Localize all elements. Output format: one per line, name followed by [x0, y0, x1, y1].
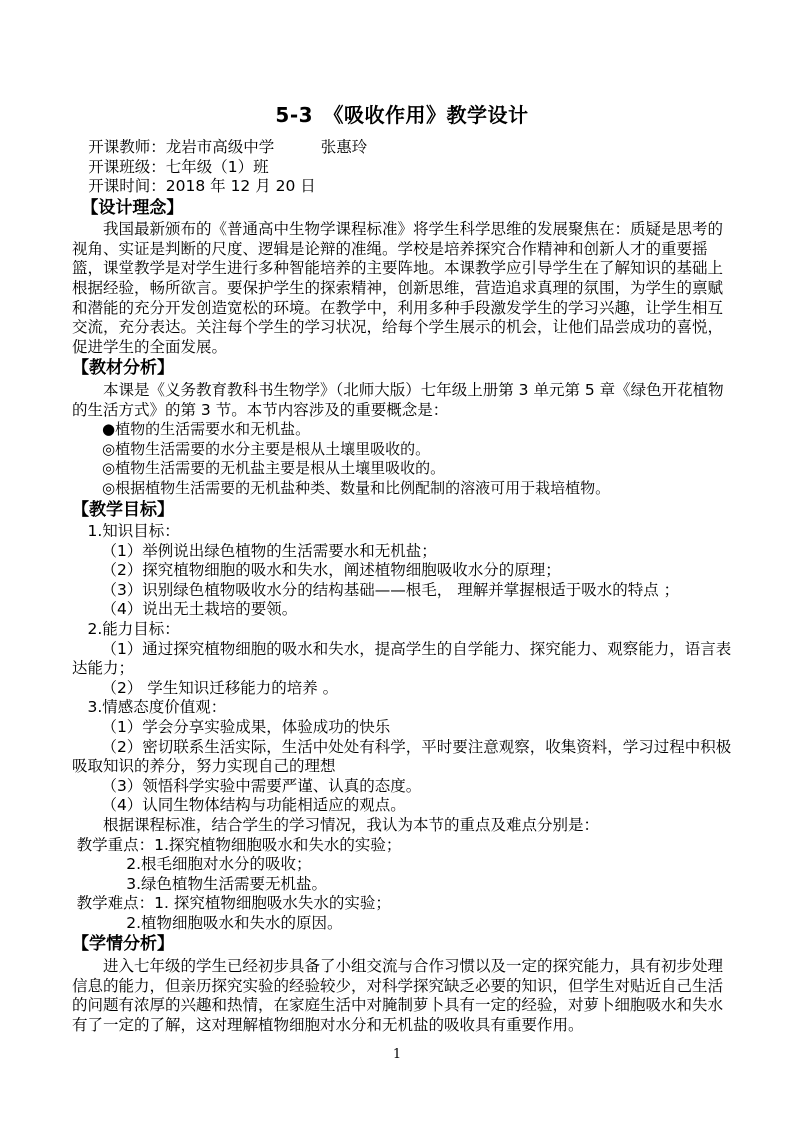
text-line: 1.知识目标：: [87, 522, 180, 540]
document-content: [72, 102, 732, 1035]
concept-bullet: ◎植物生活需要的水分主要是根从土壤里吸收的。: [102, 439, 431, 458]
text-line: （3）识别绿色植物吸收水分的结构基础——根毛， 理解并掌握根适于吸水的特点 ；: [101, 580, 680, 599]
text-line: （3）领悟科学实验中需要严谨、认真的态度。: [101, 776, 422, 795]
section-heading: 【教学目标】: [72, 499, 174, 520]
text-line: （1）通过探究植物细胞的吸水和失水，提高学生的自学能力、探究能力、观察能力，语言表达能力；: [72, 639, 732, 678]
document-title: 5-3 《吸收作用》教学设计: [275, 103, 529, 127]
concept-bullet: ◎根据植物生活需要的无机盐种类、数量和比例配制的溶液可用于栽培植物。: [102, 478, 611, 497]
text-line: 2.根毛细胞对水分的吸收；: [126, 855, 312, 874]
text-line: （4）认同生物体结构与功能相适应的观点。: [101, 796, 406, 815]
text-line: 3.情感态度价值观：: [87, 698, 227, 717]
text-line: 教学难点：1. 探究植物细胞吸水失水的实验；: [76, 894, 391, 913]
meta-line: 开课时间：2018 年 12 月 20 日: [88, 177, 316, 196]
meta-line: 开课教师：龙岩市高级中学 张惠玲: [88, 138, 368, 156]
text-line: 根据课程标准，结合学生的学习情况，我认为本节的重点及难点分别是：: [103, 815, 600, 834]
section-heading: 【设计理念】: [81, 197, 184, 218]
text-line: （2）密切联系生活实际，生活中处处有科学，平时要注意观察，收集资料，学习过程中积极吸取知识的养分，努力实现自己的理想: [72, 737, 732, 776]
text-line: （2）探究植物细胞的吸水和失水，阐述植物细胞吸收水分的原理；: [101, 561, 561, 580]
concept-bullet: ◎植物生活需要的无机盐主要是根从土壤里吸收的。: [102, 459, 446, 478]
concept-bullet: ●植物的生活需要水和无机盐。: [102, 420, 311, 439]
text-line: （1）学会分享实验成果，体验成功的快乐: [101, 717, 391, 736]
section-heading: 【学情分析】: [72, 934, 174, 955]
document-body: [72, 138, 732, 1035]
text-line: 3.绿色植物生活需要无机盐。: [126, 874, 328, 893]
page-number: 1: [392, 1047, 402, 1062]
text-line: （2） 学生知识迁移能力的培养 。: [101, 678, 339, 697]
text-line: 本课是《义务教育教科书生物学》（北师大版）七年级上册第 3 单元第 5 章《绿色开花植物的生活方式》的第 3 节。本节内容涉及的重要概念是：: [72, 380, 724, 419]
text-line: 2.能力目标：: [87, 619, 180, 638]
text-line: （1）举例说出绿色植物的生活需要水和无机盐；: [101, 541, 437, 560]
text-line: 2.植物细胞吸水和失水的原因。: [126, 913, 343, 932]
text-line: 教学重点：1.探究植物细胞吸水和失水的实验；: [76, 835, 402, 854]
section-heading: 【教材分析】: [72, 358, 174, 379]
text-line: 我国最新颁布的《普通高中生物学课程标准》将学生科学思维的发展聚焦在：质疑是思考的视角、实证是判断的尺度、逻辑是论辩的准绳。学校是培养探究合作精神和创新人才的重要摇篮，课堂教学是对学生进行多种智能培养的主要阵地。本课教学应引导学生在了解知识的基础上根据经验，畅所欲言。要保护学生的探索精神，创新思维，营造追求真理的氛围，为学生的禀赋和潜能的充分开发创造宽松的环境。在教学中，利用多种手段激发学生的学习兴趣，让学生相互交流，充分表达。关注每个学生的学习状况，给每个学生展示的机会，让他们品尝成功的喜悦，促进学生的全面发展。: [72, 220, 724, 356]
meta-line: 开课班级：七年级（1）班: [88, 157, 269, 176]
text-line: 进入七年级的学生已经初步具备了小组交流与合作习惯以及一定的探究能力，具有初步处理信息的能力，但亲历探究实验的经验较少，对科学探究缺乏必要的知识，但学生对贴近自己生活的问题有浓厚的兴趣和热情，在家庭生活中对腌制萝卜具有一定的经验，对萝卜细胞吸水和失水有了一定的了解，这对理解植物细胞对水分和无机盐的吸收具有重要作用。: [72, 956, 724, 1034]
text-line: （4）说出无土栽培的要领。: [101, 600, 298, 619]
